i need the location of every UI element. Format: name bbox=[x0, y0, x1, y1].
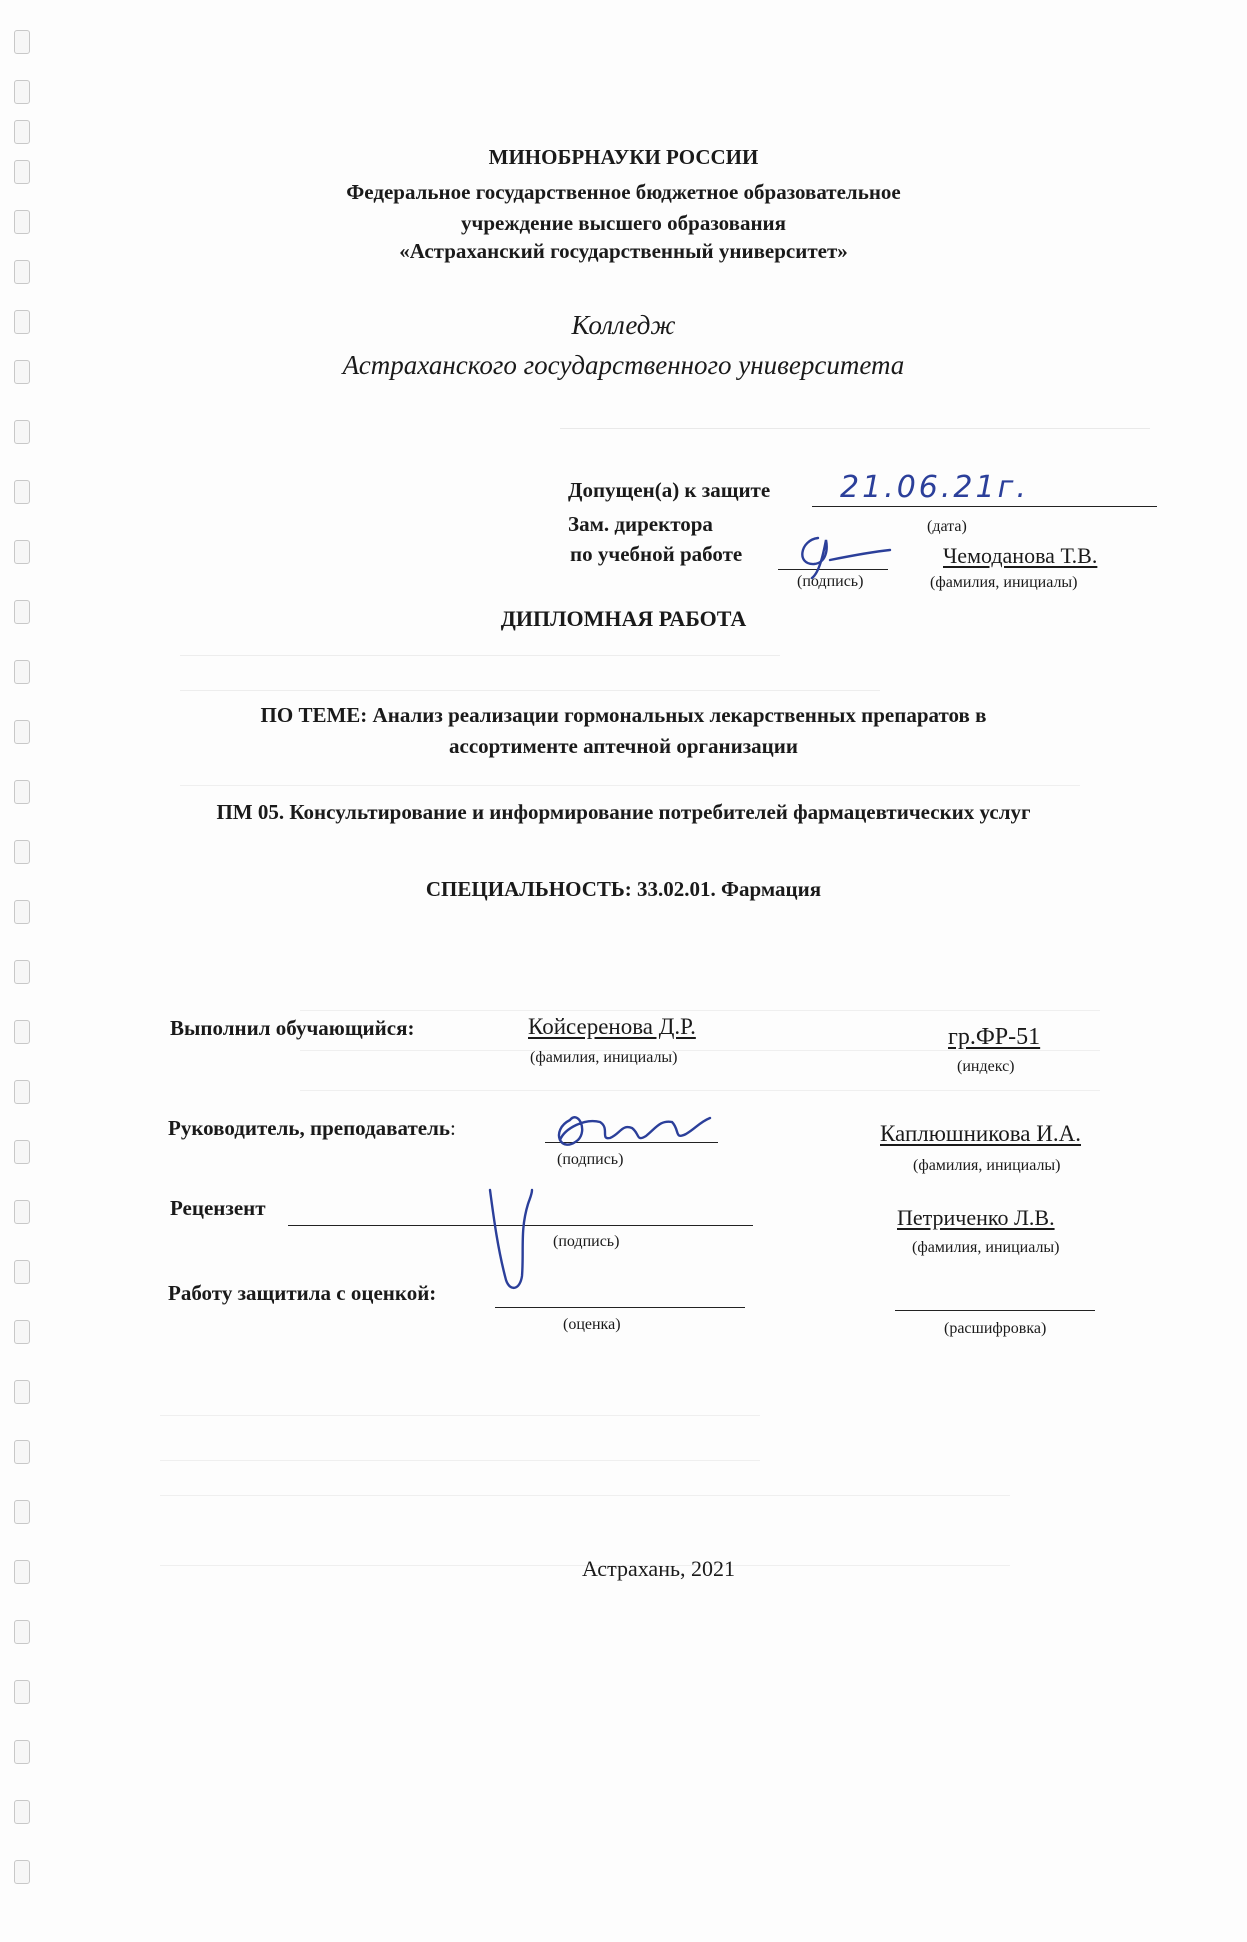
student-group-caption: (индекс) bbox=[957, 1058, 1015, 1075]
topic-line-2: ассортименте аптечной организации bbox=[449, 734, 798, 758]
specialty: СПЕЦИАЛЬНОСТЬ: 33.02.01. Фармация bbox=[425, 877, 822, 901]
reviewer-name-caption: (фамилия, инициалы) bbox=[912, 1239, 1060, 1256]
admitted-label: Допущен(а) к защите bbox=[568, 478, 771, 502]
institution-line-1: Федеральное государственное бюджетное образовательное bbox=[346, 180, 901, 204]
grade-decoding-line bbox=[895, 1310, 1095, 1311]
college-university: Астраханского государственного университета bbox=[342, 350, 905, 380]
institution-line-3: «Астраханский государственный университет» bbox=[399, 239, 848, 263]
ministry-heading: МИНОБРНАУКИ РОССИИ bbox=[488, 145, 759, 169]
reviewer-label: Рецензент bbox=[170, 1196, 266, 1220]
topic-line-1: ПО ТЕМЕ: Анализ реализации гормональных лекарственных препаратов в bbox=[260, 703, 987, 727]
professional-module: ПМ 05. Консультирование и информирование потребителей фармацевтических услуг bbox=[216, 800, 1031, 824]
supervisor-name-caption: (фамилия, инициалы) bbox=[913, 1157, 1061, 1174]
date-line bbox=[812, 506, 1157, 507]
student-name-caption: (фамилия, инициалы) bbox=[530, 1049, 678, 1066]
city-year: Астрахань, 2021 bbox=[581, 1556, 736, 1581]
student-label: Выполнил обучающийся: bbox=[170, 1016, 415, 1040]
deputy-title: Зам. директора bbox=[568, 512, 713, 536]
college-name: Колледж bbox=[571, 310, 676, 340]
supervisor-name: Каплюшникова И.А. bbox=[880, 1121, 1081, 1146]
reviewer-signature bbox=[480, 1180, 540, 1300]
supervisor-signature-caption: (подпись) bbox=[557, 1151, 624, 1168]
deputy-name-caption: (фамилия, инициалы) bbox=[930, 574, 1078, 591]
date-caption: (дата) bbox=[927, 518, 967, 535]
reviewer-name: Петриченко Л.В. bbox=[897, 1205, 1055, 1230]
document-type: ДИПЛОМНАЯ РАБОТА bbox=[500, 606, 747, 631]
date-handwritten: 21.06.21г. bbox=[840, 470, 1029, 505]
supervisor-label bbox=[168, 1116, 456, 1141]
student-name: Койсеренова Д.Р. bbox=[528, 1014, 696, 1039]
grade-decoding-caption: (расшифровка) bbox=[944, 1320, 1047, 1337]
supervisor-label-text: Руководитель, преподаватель bbox=[168, 1116, 451, 1140]
grade-line bbox=[495, 1307, 745, 1308]
deputy-signature bbox=[790, 520, 900, 580]
deputy-title-line-2: по учебной работе bbox=[570, 542, 743, 566]
institution-line-2: учреждение высшего образования bbox=[460, 211, 787, 235]
supervisor-label-colon: : bbox=[450, 1116, 456, 1140]
deputy-name: Чемоданова Т.В. bbox=[943, 543, 1098, 568]
reviewer-signature-caption: (подпись) bbox=[553, 1233, 620, 1250]
grade-caption: (оценка) bbox=[563, 1316, 621, 1333]
binding-holes bbox=[0, 20, 40, 1920]
defense-label: Работу защитила с оценкой: bbox=[168, 1281, 437, 1305]
student-group: гр.ФР-51 bbox=[948, 1024, 1041, 1050]
deputy-signature-caption: (подпись) bbox=[797, 573, 864, 590]
